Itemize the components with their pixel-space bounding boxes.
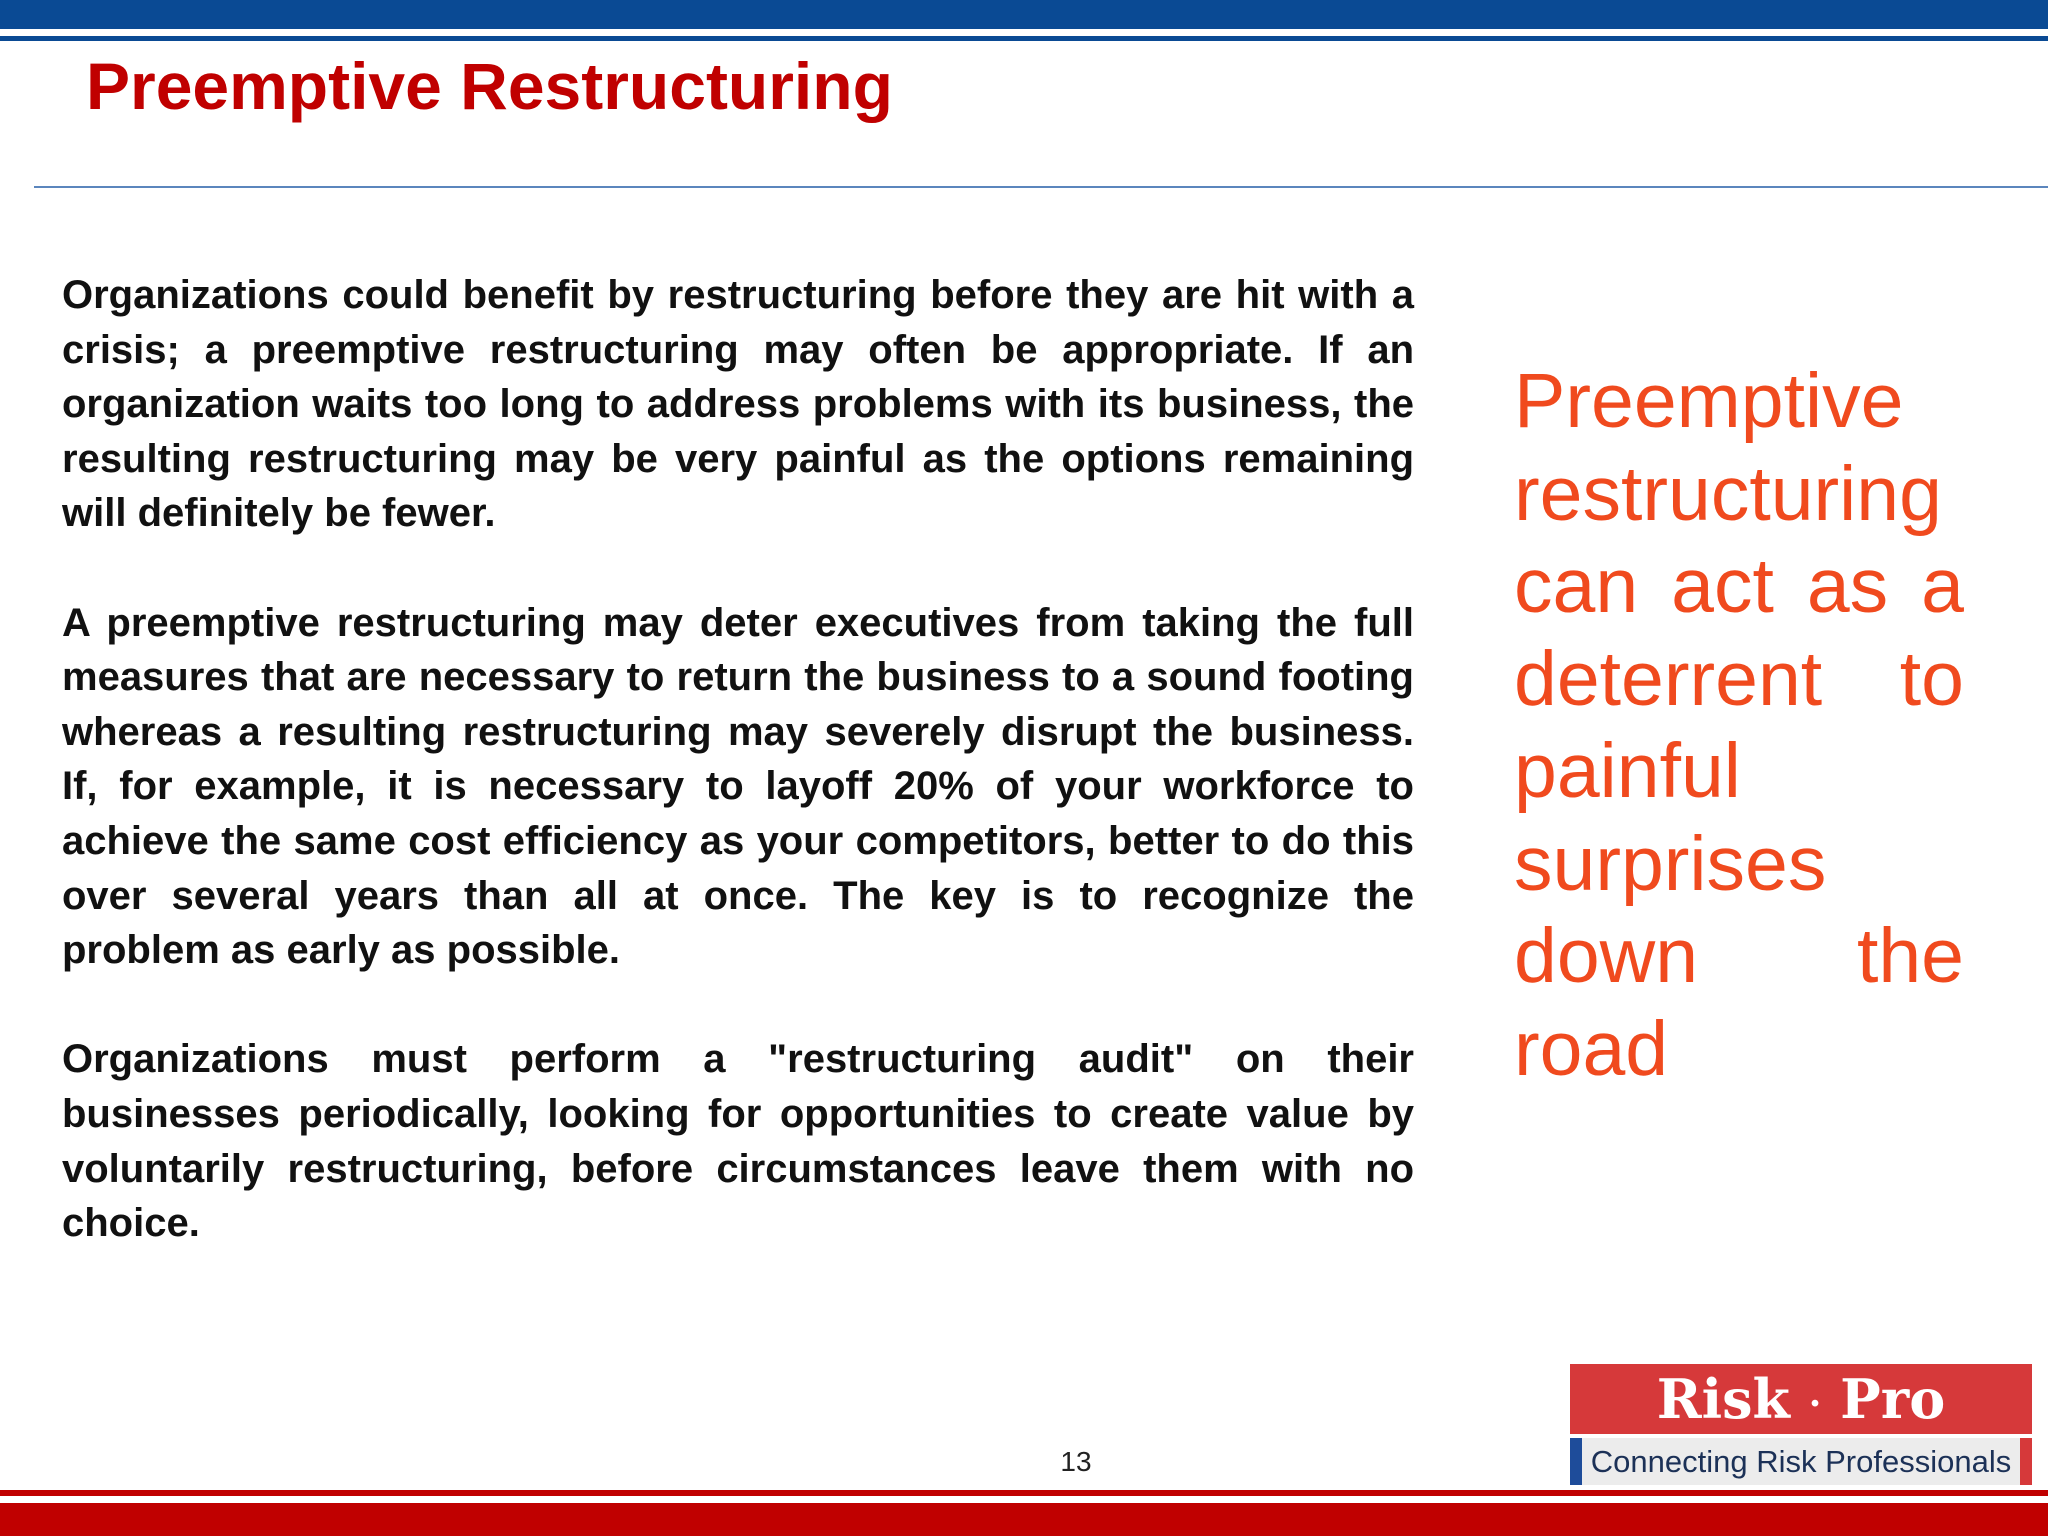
- title-divider: [34, 186, 2048, 188]
- bottom-band: [0, 1503, 2048, 1536]
- paragraph-3: Organizations must perform a "restructuring audit" on their businesses periodically, looking for opportunities to create value by voluntarily restructuring, before circumstances leave them with no choice.: [62, 1037, 1414, 1246]
- top-band: [0, 0, 2048, 29]
- paragraph-1: Organizations could benefit by restructuring before they are hit with a crisis; a preemptive restructuring may often be appropriate. If an organization waits too long to address problems with its business, the resulting restructuring may be very painful as the options remaining will definitely be fewer.: [62, 273, 1414, 536]
- callout-text: Preemptive restructuring can act as a deterrent to painful surprises down the road: [1514, 358, 1964, 1092]
- page-number: 13: [1060, 1446, 1092, 1477]
- logo-word-pro: Pro: [1840, 1367, 1946, 1431]
- logo-separator: ·: [1808, 1382, 1822, 1425]
- bottom-band-stripe: [0, 1490, 2048, 1496]
- paragraph-2: A preemptive restructuring may deter executives from taking the full measures that are necessary to return the business to a sound footing whereas a resulting restructuring may severely disrupt the business. If, for example, it is necessary to layoff 20% of your workforce to achieve the same cost efficiency as your competitors, better to do this over several years than all at once. The key is to recognize the problem as early as possible.: [62, 600, 1414, 973]
- logo-word-risk: Risk: [1656, 1367, 1790, 1431]
- slide-title: Preemptive Restructuring: [86, 49, 893, 123]
- logo-wordmark: [1570, 1364, 2032, 1434]
- top-band-stripe: [0, 36, 2048, 41]
- riskpro-logo: [1570, 1364, 2032, 1485]
- body-text: [62, 268, 1414, 1305]
- logo-tagline: Connecting Risk Professionals: [1570, 1438, 2032, 1485]
